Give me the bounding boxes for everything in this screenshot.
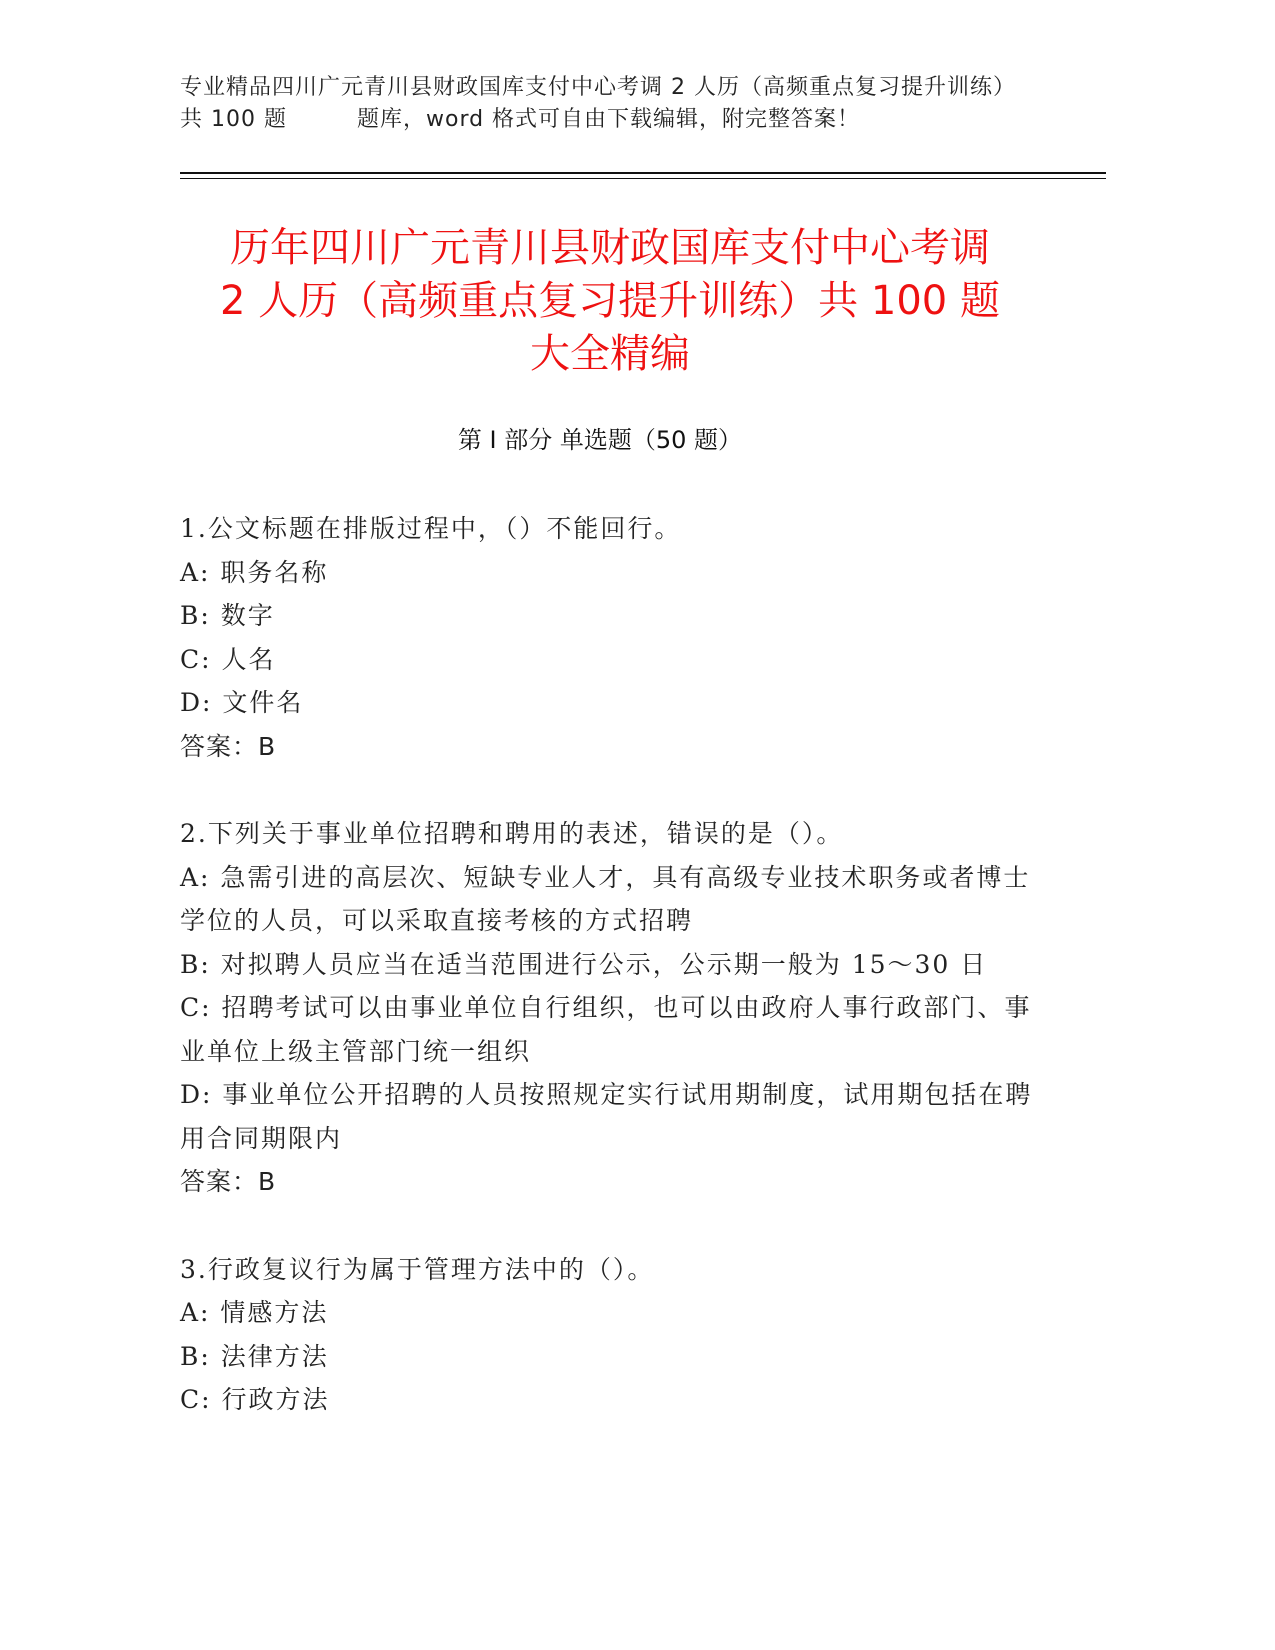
section-heading: 第 I 部分 单选题（50 题）: [457, 426, 743, 454]
option-b: B: 数字: [180, 601, 275, 630]
option-a: A: 职务名称: [180, 557, 329, 587]
question-item: [180, 507, 1040, 768]
question-item: [180, 1248, 1040, 1422]
option-c: C: 行政方法: [180, 1385, 330, 1414]
title-line-1: 历年四川广元青川县财政国库支付中心考调: [230, 225, 990, 271]
question-stem: 1.公文标题在排版过程中，（）不能回行。: [180, 514, 682, 543]
option-d: D: 事业单位公开招聘的人员按照规定实行试用期制度，试用期包括在聘用合同期限内: [180, 1080, 1033, 1153]
header-divider-thick: [180, 172, 1106, 174]
option-a: A: 急需引进的高层次、短缺专业人才，具有高级专业技术职务或者博士学位的人员，可以采取直接考核的方式招聘: [180, 862, 1031, 935]
question-item: [180, 812, 1040, 1204]
title-line-3: 大全精编: [530, 331, 690, 377]
option-c: C: 招聘考试可以由事业单位自行组织，也可以由政府人事行政部门、事业单位上级主管部门统一组织: [180, 993, 1032, 1066]
question-stem: 2.下列关于事业单位招聘和聘用的表述，错误的是（）。: [180, 819, 844, 848]
header-divider-thin: [180, 178, 1106, 179]
question-list: [180, 507, 1040, 1466]
title-line-2: 2 人历（高频重点复习提升训练）共 100 题: [220, 278, 1000, 324]
answer-line: 答案：B: [180, 731, 277, 761]
header-question-count: 共 100 题: [180, 107, 287, 132]
option-d: D: 文件名: [180, 688, 304, 717]
option-c: C: 人名: [180, 644, 276, 674]
document-header: [180, 72, 1060, 136]
question-stem: 3.行政复议行为属于管理方法中的（）。: [180, 1254, 655, 1284]
header-line-1: 专业精品四川广元青川县财政国库支付中心考调 2 人历（高频重点复习提升训练）: [180, 75, 1016, 100]
answer-line: 答案：B: [180, 1167, 277, 1196]
header-line-2: [180, 104, 1060, 136]
option-b: B: 对拟聘人员应当在适当范围进行公示，公示期一般为 15～30 日: [180, 949, 988, 979]
header-note: 题库，word 格式可自由下载编辑，附完整答案！: [356, 107, 861, 132]
document-title: [170, 222, 1050, 381]
option-b: B: 法律方法: [180, 1341, 329, 1371]
option-a: A: 情感方法: [180, 1298, 329, 1327]
